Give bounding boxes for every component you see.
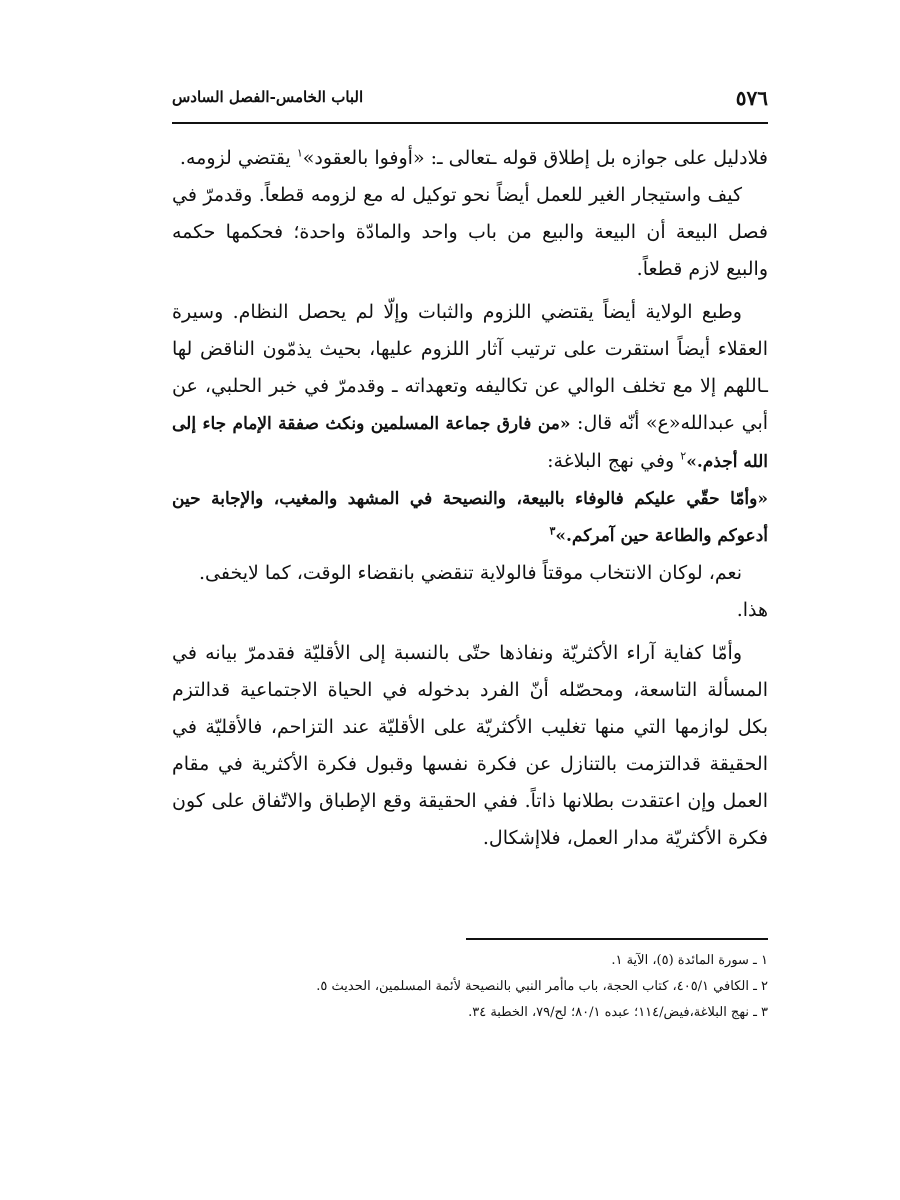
footnote-ref-2: ٢ <box>680 449 687 463</box>
page-number: ٥٧٦ <box>735 86 768 110</box>
header-rule <box>172 122 768 124</box>
footnote-2: ٢ ـ الكافي ٤٠٥/١، كتاب الحجة، باب ماأمر النبي بالنصيحة لأئمة المسلمين، الحديث ٥. <box>316 979 768 994</box>
paragraph-6: هذا. <box>736 599 768 621</box>
footnote-1: ١ ـ سورة المائدة (٥)، الآية ١. <box>611 953 768 968</box>
footnote-3: ٣ ـ نهج البلاغة،فيض/١١٤؛ عبده ٨٠/١؛ لح/٧٩، الخطبة ٣٤. <box>468 1005 768 1020</box>
main-text <box>172 140 768 857</box>
nahj-quote-text: «وأمّا حقّي عليكم فالوفاء بالبيعة، والنصيحة في المشهد والمغيب، والإجابة حين أدعوكم والطاعة حين آمركم.» <box>172 489 768 546</box>
page-header <box>172 84 768 116</box>
nahj-intro: وفي نهج البلاغة: <box>547 450 675 472</box>
paragraph-1-text: فلادليل على جوازه بل إطلاق قوله ـتعالى ـ: «أوفوا بالعقود» <box>302 147 768 169</box>
hadith-quote: «من فارق جماعة المسلمين ونكث صفقة الإمام جاء إلى الله أجذم.» <box>172 414 768 472</box>
footnote-rule <box>466 938 768 940</box>
nahj-quote <box>172 481 768 555</box>
paragraph-3-text: وطبع الولاية أيضاً يقتضي اللزوم والثبات وإلّا لم يحصل النظام. وسيرة العقلاء أيضاً استقرت على ترتيب آثار اللزوم عليها، بحيث يذمّون الناقض لها ـاللهم إلا مع تخلف الوالي عن تكاليفه وتعهداته ـ وقدمرّ في خبر الحلبي، عن أبي عبدالله«ع» أنّه قال: <box>172 301 769 434</box>
footnotes <box>172 948 768 1026</box>
paragraph-3 <box>172 294 768 481</box>
paragraph-2: كيف واستيجار الغير للعمل أيضاً نحو توكيل له مع لزومه قطعاً. وقدمرّ في فصل البيعة أن البيعة والبيع من باب واحد والمادّة واحدة؛ فحكمها حكمه والبيع لازم قطعاً. <box>172 184 768 280</box>
paragraph-7: وأمّا كفاية آراء الأكثريّة ونفاذها حتّى بالنسبة إلى الأقليّة فقدمرّ بيانه في المسألة التاسعة، ومحصّله أنّ الفرد بدخوله في الحياة الاجتماعية قدالتزم بكل لوازمها التي منها تغليب الأكثريّة على الأقليّة عند التزاحم، فالأقليّة في الحقيقة قدالتزمت بالتنازل عن فكرة نفسها وقبول فكرة الأكثرية في مقام العمل وإن اعتقدت بطلانها ذاتاً. ففي الحقيقة وقع الإطباق والاتّفاق على كون فكرة الأكثريّة مدار العمل، فلاإشكال. <box>172 642 768 849</box>
paragraph-1 <box>172 140 768 177</box>
paragraph-5: نعم، لوكان الانتخاب موقتاً فالولاية تنقضي بانقضاء الوقت، كما لايخفى. <box>198 562 742 584</box>
paragraph-1-tail: يقتضي لزومه. <box>179 147 291 169</box>
footnote-ref-1: ١ <box>296 146 303 160</box>
footnote-ref-3: ٣ <box>549 524 556 538</box>
running-head: الباب الخامس-الفصل السادس <box>172 88 364 106</box>
